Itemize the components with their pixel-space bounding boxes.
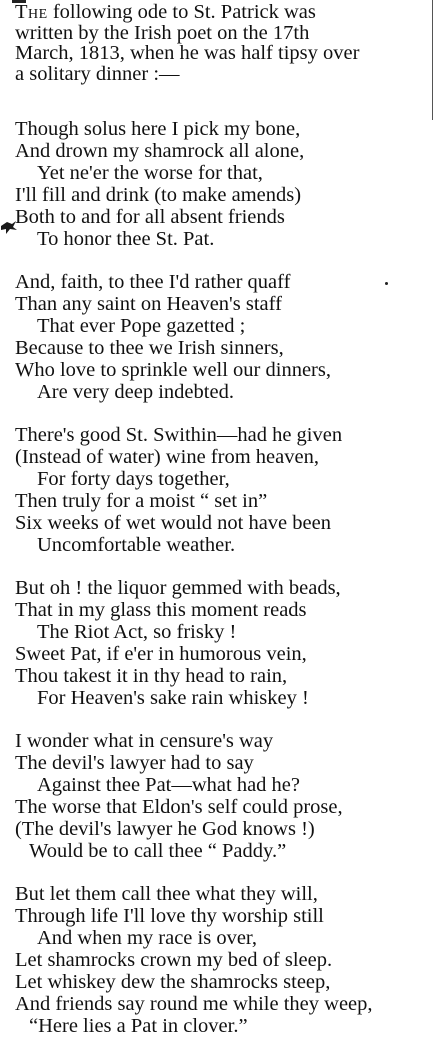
verse-line: Both to and for all absent friends xyxy=(15,206,285,228)
verse-line: And drown my shamrock all alone, xyxy=(15,140,305,162)
verse-line: (Instead of water) wine from heaven, xyxy=(15,446,319,468)
verse-line: The worse that Eldon's self could prose, xyxy=(15,796,343,818)
verse-line: Yet ne'er the worse for that, xyxy=(37,162,263,184)
verse-line: The Riot Act, so frisky ! xyxy=(37,621,237,643)
column-rule xyxy=(432,0,433,120)
verse-line: But let them call thee what they will, xyxy=(15,883,318,905)
verse-line: For Heaven's sake rain whiskey ! xyxy=(37,687,309,709)
intro-line-1 xyxy=(15,2,425,23)
verse-line: Than any saint on Heaven's staff xyxy=(15,293,282,315)
verse-line: And friends say round me while they weep, xyxy=(15,993,373,1015)
verse-line: And, faith, to thee I'd rather quaff xyxy=(15,271,291,293)
ink-speck xyxy=(385,282,388,285)
verse-line: To honor thee St. Pat. xyxy=(37,228,215,250)
verse-line: Though solus here I pick my bone, xyxy=(15,118,301,140)
verse-line: Against thee Pat—what had he? xyxy=(37,774,301,796)
intro-paragraph xyxy=(15,2,425,84)
verse-line: Who love to sprinkle well our dinners, xyxy=(15,359,331,381)
verse-line: Thou takest it in thy head to rain, xyxy=(15,665,288,687)
intro-lead-word: The xyxy=(15,1,48,23)
verse-line: That in my glass this moment reads xyxy=(15,599,307,621)
verse-line: Because to thee we Irish sinners, xyxy=(15,337,284,359)
intro-line-1-rest: following ode to St. Patrick was xyxy=(47,1,316,23)
verse-line: The devil's lawyer had to say xyxy=(15,752,254,774)
verse-line: Would be to call thee “ Paddy.” xyxy=(29,840,287,862)
intro-line-3: March, 1813, when he was half tipsy over xyxy=(15,42,360,64)
intro-line-4: a solitary dinner :— xyxy=(15,62,180,85)
verse-line: I'll fill and drink (to make amends) xyxy=(15,184,302,206)
verse-line: Six weeks of wet would not have been xyxy=(15,512,331,534)
ink-smudge-icon xyxy=(0,218,18,236)
verse-line: Then truly for a moist “ set in” xyxy=(15,490,268,512)
verse-line: (The devil's lawyer he God knows !) xyxy=(15,818,315,840)
verse-line: Let shamrocks crown my bed of sleep. xyxy=(15,949,333,971)
intro-line-2: written by the Irish poet on the 17th xyxy=(15,21,310,44)
verse-line: Let whiskey dew the shamrocks steep, xyxy=(15,971,331,993)
verse-line: For forty days together, xyxy=(37,468,230,490)
verse-line: Through life I'll love thy worship still xyxy=(15,905,324,927)
verse-line: Uncomfortable weather. xyxy=(37,534,236,556)
verse-line: Are very deep indebted. xyxy=(37,381,234,403)
verse-line: And when my race is over, xyxy=(37,927,258,949)
verse-line: I wonder what in censure's way xyxy=(15,730,274,752)
verse-line: But oh ! the liquor gemmed with beads, xyxy=(15,577,341,599)
verse-line: That ever Pope gazetted ; xyxy=(37,315,246,337)
verse-line: Sweet Pat, if e'er in humorous vein, xyxy=(15,643,307,665)
verse-line: There's good St. Swithin—had he given xyxy=(15,424,343,446)
verse-line: “Here lies a Pat in clover.” xyxy=(29,1015,248,1037)
